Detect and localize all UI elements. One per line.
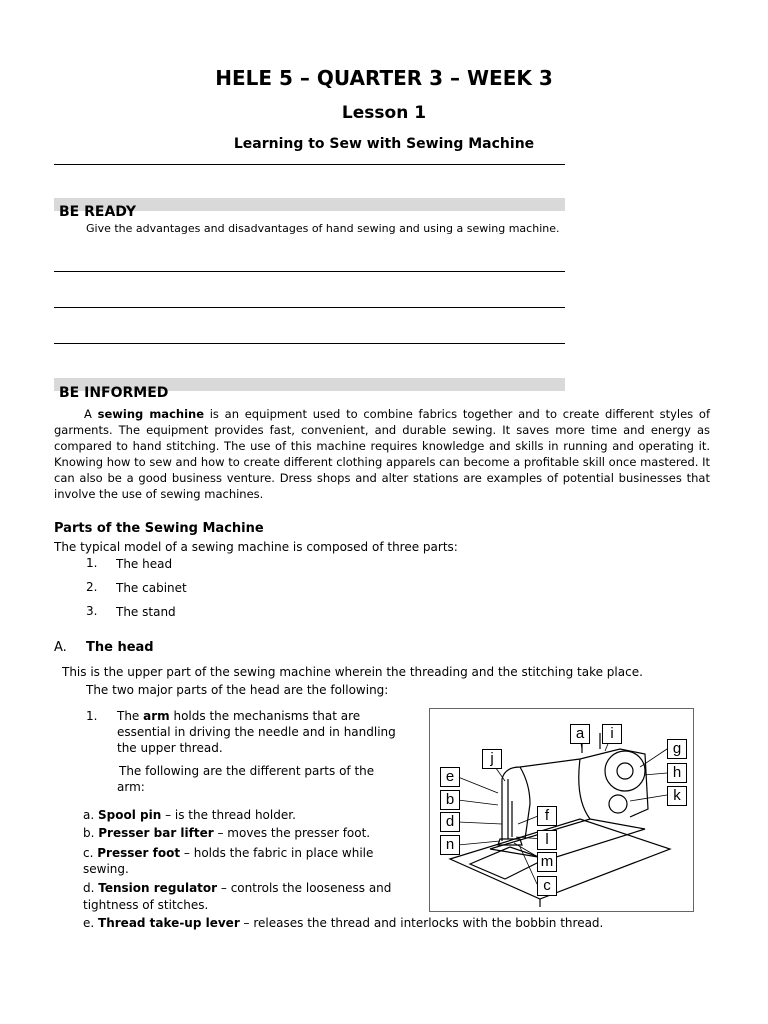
answer-line-3[interactable]: [54, 343, 565, 344]
para-start: A: [84, 407, 98, 421]
arm-part-name: Presser foot: [97, 846, 181, 860]
arm-part-name: Tension regulator: [98, 881, 218, 895]
arm-part-letter: a.: [83, 808, 95, 822]
arm-part-letter: c.: [83, 846, 94, 860]
parts-list-num: 3.: [86, 604, 98, 618]
figure-label-a: a: [570, 724, 590, 744]
arm-part-name: Thread take-up lever: [98, 916, 240, 930]
figure-label-n: n: [440, 835, 460, 855]
arm-part-item: [83, 915, 603, 931]
parts-list-item: The head: [116, 557, 173, 571]
parts-list-item: The stand: [116, 605, 176, 619]
arm-line-1: [117, 708, 360, 724]
arm-part-letter: d.: [83, 881, 95, 895]
figure-label-f: f: [537, 806, 557, 826]
arm-part-item: [83, 845, 373, 861]
term-sewing-machine: sewing machine: [97, 407, 204, 421]
figure-label-m: m: [537, 852, 557, 872]
arm-part-desc: – moves the presser foot.: [213, 826, 371, 840]
parts-list-num: 1.: [86, 556, 98, 570]
be-ready-heading: BE READY: [59, 204, 137, 220]
head-heading: The head: [86, 640, 154, 655]
arm-parts-intro-2: arm:: [117, 780, 145, 794]
arm-part-letter: e.: [83, 916, 95, 930]
arm-part-item: [83, 825, 370, 841]
title-divider: [54, 164, 565, 165]
arm-part-item: [83, 807, 296, 823]
section-letter: A.: [54, 640, 67, 655]
arm-part-desc: – holds the fabric in place while: [180, 846, 374, 860]
parts-list-num: 2.: [86, 580, 98, 594]
figure-label-g: g: [667, 739, 687, 759]
sewing-machine-figure: [429, 708, 694, 912]
arm-text-rest: holds the mechanisms that are: [169, 709, 361, 723]
figure-label-i: i: [602, 724, 622, 744]
arm-line-2: essential in driving the needle and in handling: [117, 725, 396, 739]
lesson-label: Lesson 1: [341, 103, 427, 123]
lesson-subtitle: Learning to Sew with Sewing Machine: [233, 136, 535, 152]
be-informed-heading: BE INFORMED: [59, 385, 169, 401]
arm-parts-intro-1: The following are the different parts of the: [119, 764, 375, 778]
arm-part-cont: tightness of stitches.: [83, 898, 209, 912]
figure-label-b: b: [440, 790, 460, 810]
answer-line-1[interactable]: [54, 271, 565, 272]
arm-text-start: The: [117, 709, 144, 723]
figure-label-j: j: [482, 749, 502, 769]
para-rest: is an equipment used to combine fabrics together and to create different styles of garments. The equipment provides fast, convenient, and durable sewing. It saves more time and energy as compared to hand stitching. The use of this machine requires knowledge and skills in running and operating it. Knowing how to sew and how to create different clothing apparels can become a profitable skill once mastered. It can also be a good business venture. Dress shops and alter stations are examples of potential businesses that involve the use of sewing machines.: [54, 407, 710, 501]
arm-part-letter: b.: [83, 826, 95, 840]
figure-label-h: h: [667, 763, 687, 783]
arm-part-name: Presser bar lifter: [98, 826, 214, 840]
parts-heading: Parts of the Sewing Machine: [54, 521, 264, 536]
figure-label-d: d: [440, 812, 460, 832]
arm-line-3: the upper thread.: [117, 741, 223, 755]
head-major-parts: The two major parts of the head are the following:: [86, 683, 389, 697]
head-description: This is the upper part of the sewing machine wherein the threading and the stitching take place.: [62, 665, 643, 679]
arm-part-name: Spool pin: [98, 808, 162, 822]
be-ready-prompt: Give the advantages and disadvantages of hand sewing and using a sewing machine.: [86, 222, 560, 235]
arm-part-item: [83, 880, 391, 896]
arm-part-desc: – is the thread holder.: [161, 808, 296, 822]
parts-intro: The typical model of a sewing machine is composed of three parts:: [54, 540, 458, 554]
arm-part-desc: – releases the thread and interlocks with the bobbin thread.: [239, 916, 604, 930]
figure-label-l: l: [537, 830, 557, 850]
answer-line-2[interactable]: [54, 307, 565, 308]
arm-part-desc: – controls the looseness and: [217, 881, 392, 895]
term-arm: arm: [143, 709, 170, 723]
arm-part-cont: sewing.: [83, 862, 129, 876]
figure-label-k: k: [667, 786, 687, 806]
arm-item-number: 1.: [86, 709, 98, 723]
be-informed-paragraph: [54, 406, 710, 502]
sewing-machine-drawing: [430, 709, 693, 911]
document-title: HELE 5 – QUARTER 3 – WEEK 3: [215, 66, 553, 90]
parts-list-item: The cabinet: [116, 581, 187, 595]
figure-label-e: e: [440, 767, 460, 787]
figure-label-c: c: [537, 876, 557, 896]
